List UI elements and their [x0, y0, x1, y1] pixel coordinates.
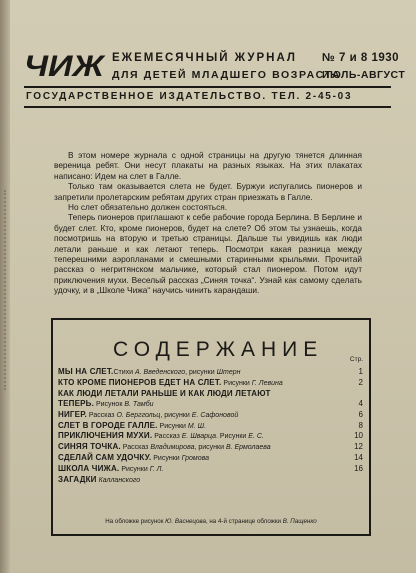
contents-item-title: МЫ НА СЛЕТ.: [58, 367, 114, 376]
intro-paragraph: Только там оказывается слета не будет. Буржуи испугались пионеров и запретили пролетарским ребятам других стран приезжать в Галле.: [54, 181, 362, 202]
contents-list: [58, 367, 363, 486]
contents-item-page: 6: [358, 409, 363, 419]
contents-item-title: ПРИКЛЮЧЕНИЯ МУХИ.: [58, 431, 153, 441]
issue-months: ИЮЛЬ-АВГУСТ: [322, 69, 406, 81]
contents-item-credit: О. Берггольц: [116, 411, 161, 419]
credit-text: На обложке рисунок: [105, 518, 166, 525]
contents-item-title: ТЕПЕРЬ.: [58, 398, 95, 408]
masthead-rule-top: [24, 86, 391, 88]
contents-item-page: 4: [358, 398, 363, 408]
contents-item-title: НИГЕР.: [58, 409, 87, 419]
contents-item-credit: Е. С.: [248, 433, 264, 441]
contents-item-page: 10: [354, 431, 363, 441]
contents-item-page: 16: [354, 464, 363, 474]
contents-item-credit: М. Ш.: [187, 422, 207, 430]
contents-item-text: . Рисунки: [216, 433, 249, 441]
contents-item-credit: А. Введенского: [134, 369, 186, 376]
contents-item-title: СЛЕТ В ГОРОДЕ ГАЛЛЕ.: [58, 420, 158, 430]
masthead-line-1: ЕЖЕМЕСЯЧНЫЙ ЖУРНАЛ: [112, 52, 297, 64]
masthead-rule-bottom: [24, 106, 391, 108]
contents-item-credit: В. Тамби: [124, 400, 154, 408]
cover-credits: [53, 518, 369, 525]
contents-item-page: 8: [358, 420, 363, 430]
credit-artist: Ю. Васнецова: [165, 518, 206, 525]
contents-item: [58, 421, 363, 432]
magazine-logo: [24, 50, 106, 80]
contents-item-page: 14: [354, 453, 363, 463]
masthead-line-2: ДЛЯ ДЕТЕЙ МЛАДШЕГО ВОЗРАСТА: [112, 69, 342, 81]
contents-item-credit: Владимирова: [150, 444, 195, 452]
contents-item-title: ШКОЛА ЧИЖА.: [58, 464, 120, 474]
contents-item-page: 2: [358, 377, 363, 387]
contents-item-page: 12: [354, 442, 363, 452]
contents-item-text: , рисунки: [194, 444, 226, 452]
contents-item-title: КАК ЛЮДИ ЛЕТАЛИ РАНЬШЕ И КАК ЛЮДИ ЛЕТАЮТ: [58, 388, 271, 398]
contents-item-text: Рассказ: [86, 411, 117, 419]
contents-item-title: СИНЯЯ ТОЧКА.: [58, 442, 121, 452]
contents-item-text: Рисунки: [157, 422, 188, 430]
contents-item-credit: Штерн: [216, 369, 241, 376]
contents-item-title: ЗАГАДКИ: [58, 475, 97, 485]
contents-item-credit: Г. Л.: [149, 466, 164, 474]
contents-item-page: 1: [358, 367, 363, 376]
intro-paragraph: Но слет обязательно должен состояться.: [68, 202, 228, 213]
contents-item: [58, 378, 363, 389]
publisher-line: ГОСУДАРСТВЕННОЕ ИЗДАТЕЛЬСТВО. ТЕЛ. 2-45-03: [26, 91, 353, 102]
page-column-header: Стр.: [349, 356, 363, 363]
contents-item-credit: В. Ермолаева: [225, 444, 271, 452]
intro-paragraph: Теперь пионеров приглашают к себе рабочие города Берлина. В Берлине и будет слет. Кто, кроме пионеров, будет на слете? Об этом ты узнаешь, когда посмотришь на вторую и третью страницы. Дальше ты увидишь как люди летали раньше и как летают теперь. Посмотри какая разница между теперешними аэропланами и смешными старинными крыльями. Прочитай рассказ о негритянском мальчике, который стал пионером. Потом идут приключения мухи. Веселый рассказ „Синяя точка“. Узнай как самому сделать удочку, и в „Школе Чижа“ научись чинить карандаши.: [54, 212, 362, 296]
credit-text: , на 4-й странице обложки: [205, 518, 283, 525]
contents-item: [58, 389, 363, 399]
contents-item-credit: Е. Сафоновой: [191, 411, 239, 419]
credit-artist: В. Пащенко: [282, 518, 317, 525]
contents-item-text: Рассказ: [152, 433, 182, 441]
stitch-holes: [4, 190, 8, 390]
contents-item-text: , рисунки: [160, 411, 192, 419]
intro-paragraph: В этом номере журнала с одной страницы на другую тянется длинная вереница ребят. Они несут плакаты на разных языках. На этих плакатах написано: Идем на слет в Галле.: [54, 150, 362, 181]
contents-item: [58, 442, 363, 453]
contents-item-title: КТО КРОМЕ ПИОНЕРОВ ЕДЕТ НА СЛЕТ.: [58, 377, 222, 387]
contents-item-credit: Е. Шварца: [181, 433, 217, 441]
contents-item-text: Рассказ: [120, 444, 151, 452]
contents-item-credit: Калланского: [96, 477, 141, 485]
contents-title: СОДЕРЖАНИЕ: [113, 338, 324, 361]
contents-item-text: Стихи: [113, 369, 135, 376]
contents-item: [58, 464, 363, 475]
contents-item: [58, 367, 363, 378]
contents-item: [58, 475, 363, 486]
contents-box: [51, 318, 371, 536]
issue-number: № 7 и 8 1930: [322, 52, 400, 64]
contents-item: [58, 431, 363, 442]
contents-item: [58, 453, 363, 464]
intro-text: [54, 150, 362, 296]
contents-item-credit: Г. Левина: [251, 379, 283, 387]
contents-item-text: , рисунки: [185, 369, 217, 376]
contents-item: [58, 410, 363, 421]
contents-item-text: Рисунки: [151, 455, 182, 463]
contents-item-text: Рисунки: [221, 379, 252, 387]
contents-item-text: Рисунки: [119, 466, 150, 474]
contents-item: [58, 399, 363, 410]
contents-item-text: Рисунок: [94, 400, 125, 408]
contents-item-title: СДЕЛАЙ САМ УДОЧКУ.: [58, 453, 152, 463]
contents-item-credit: Громова: [181, 455, 209, 463]
logo-text: ЧИЖ: [24, 50, 106, 80]
